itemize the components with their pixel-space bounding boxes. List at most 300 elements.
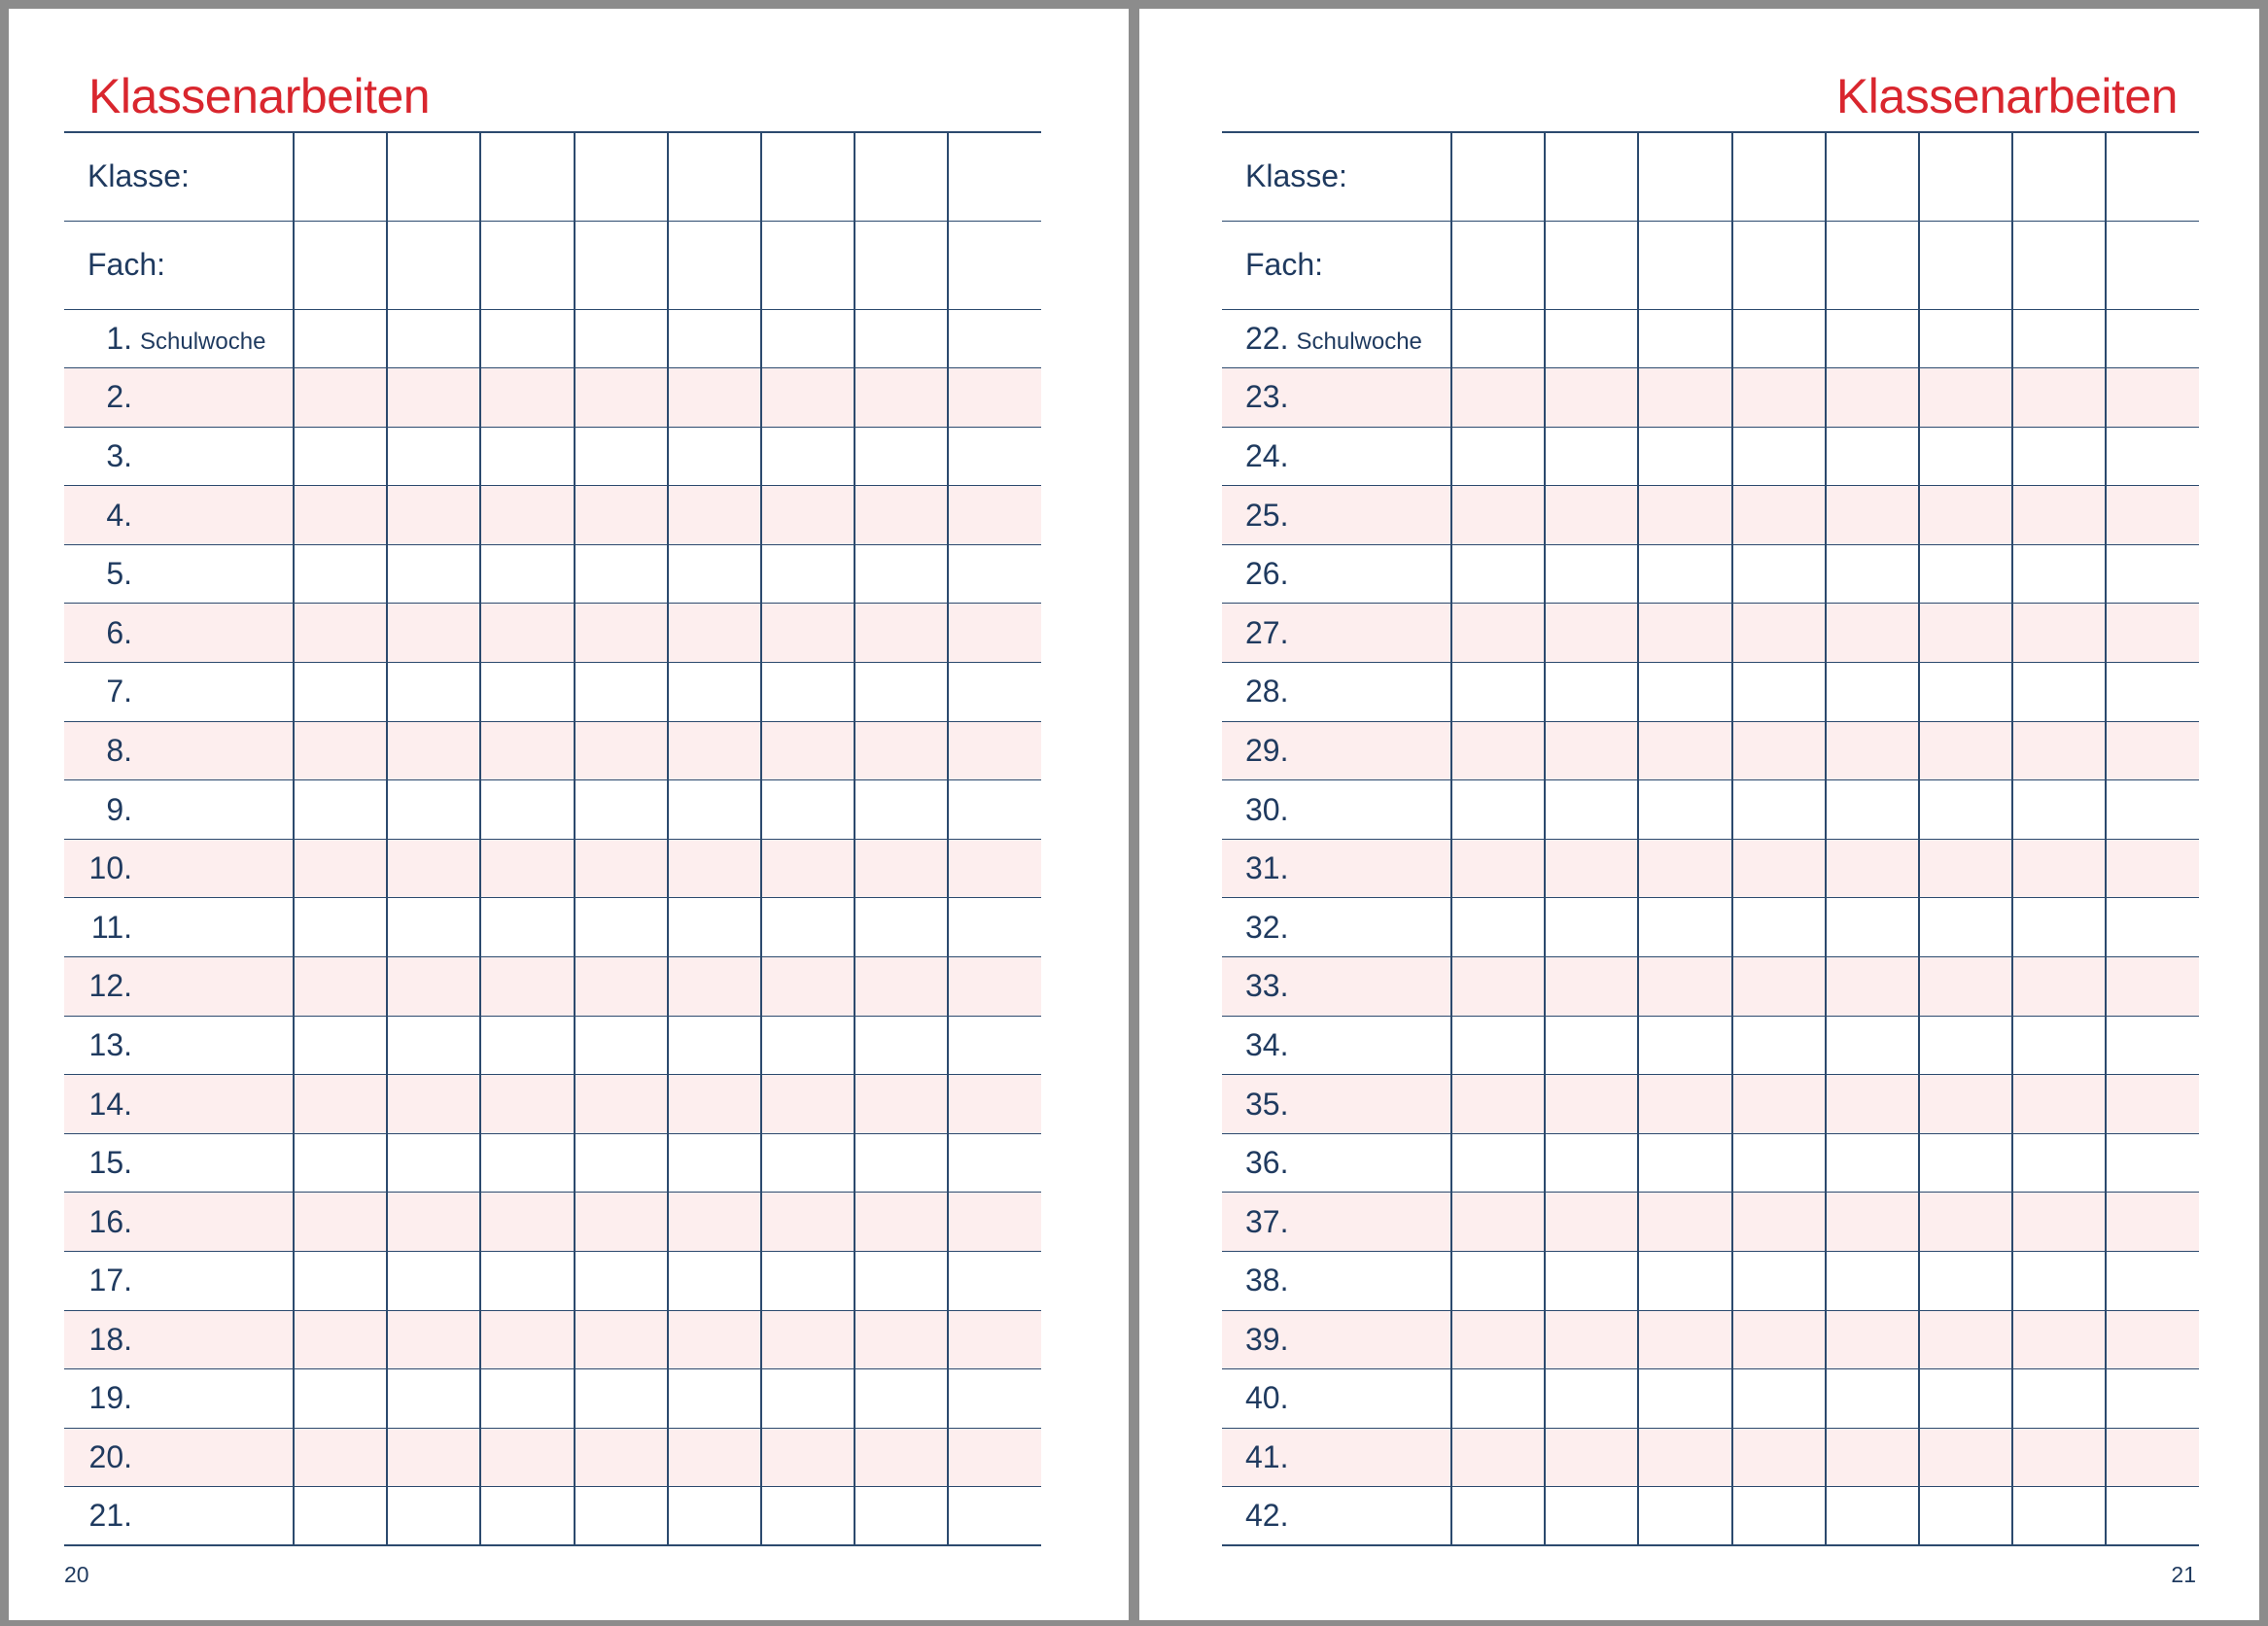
week-entry-cell[interactable]	[480, 486, 574, 545]
week-entry-cell[interactable]	[855, 544, 948, 604]
week-entry-cell[interactable]	[668, 309, 761, 368]
week-entry-cell[interactable]	[2106, 780, 2199, 840]
week-entry-cell[interactable]	[1919, 721, 2012, 780]
week-entry-cell[interactable]	[1826, 1487, 1919, 1546]
fach-entry-cell[interactable]	[1545, 221, 1638, 309]
week-entry-cell[interactable]	[1451, 839, 1545, 898]
week-entry-cell[interactable]	[1732, 368, 1826, 428]
week-entry-cell[interactable]	[1919, 1369, 2012, 1429]
week-entry-cell[interactable]	[761, 898, 855, 957]
fach-entry-cell[interactable]	[761, 221, 855, 309]
week-entry-cell[interactable]	[1545, 427, 1638, 486]
week-entry-cell[interactable]	[948, 898, 1041, 957]
week-entry-cell[interactable]	[1826, 1428, 1919, 1487]
week-entry-cell[interactable]	[1826, 780, 1919, 840]
week-entry-cell[interactable]	[2106, 1487, 2199, 1546]
week-entry-cell[interactable]	[1919, 1193, 2012, 1252]
klasse-entry-cell[interactable]	[480, 132, 574, 221]
week-entry-cell[interactable]	[387, 957, 480, 1017]
week-entry-cell[interactable]	[1826, 368, 1919, 428]
week-entry-cell[interactable]	[1732, 1075, 1826, 1134]
week-entry-cell[interactable]	[1826, 309, 1919, 368]
week-entry-cell[interactable]	[2106, 663, 2199, 722]
week-entry-cell[interactable]	[1545, 957, 1638, 1017]
week-entry-cell[interactable]	[855, 1016, 948, 1075]
week-entry-cell[interactable]	[480, 1252, 574, 1311]
fach-entry-cell[interactable]	[575, 221, 668, 309]
week-entry-cell[interactable]	[1732, 1487, 1826, 1546]
week-entry-cell[interactable]	[2012, 663, 2106, 722]
week-entry-cell[interactable]	[668, 1252, 761, 1311]
week-entry-cell[interactable]	[1732, 1193, 1826, 1252]
week-entry-cell[interactable]	[1545, 486, 1638, 545]
week-entry-cell[interactable]	[1451, 427, 1545, 486]
week-entry-cell[interactable]	[855, 309, 948, 368]
klasse-entry-cell[interactable]	[1545, 132, 1638, 221]
week-entry-cell[interactable]	[294, 1193, 387, 1252]
fach-entry-cell[interactable]	[1638, 221, 1731, 309]
week-entry-cell[interactable]	[1732, 1428, 1826, 1487]
week-entry-cell[interactable]	[1545, 898, 1638, 957]
week-entry-cell[interactable]	[294, 486, 387, 545]
week-entry-cell[interactable]	[294, 663, 387, 722]
week-entry-cell[interactable]	[1545, 780, 1638, 840]
week-entry-cell[interactable]	[1826, 721, 1919, 780]
week-entry-cell[interactable]	[948, 368, 1041, 428]
week-entry-cell[interactable]	[575, 604, 668, 663]
week-entry-cell[interactable]	[2012, 898, 2106, 957]
week-entry-cell[interactable]	[480, 1487, 574, 1546]
week-entry-cell[interactable]	[294, 1252, 387, 1311]
week-entry-cell[interactable]	[948, 1428, 1041, 1487]
week-entry-cell[interactable]	[1826, 1193, 1919, 1252]
week-entry-cell[interactable]	[2012, 1310, 2106, 1369]
week-entry-cell[interactable]	[948, 721, 1041, 780]
week-entry-cell[interactable]	[1451, 1369, 1545, 1429]
week-entry-cell[interactable]	[948, 604, 1041, 663]
week-entry-cell[interactable]	[1451, 544, 1545, 604]
week-entry-cell[interactable]	[1732, 309, 1826, 368]
week-entry-cell[interactable]	[948, 839, 1041, 898]
week-entry-cell[interactable]	[2106, 604, 2199, 663]
week-entry-cell[interactable]	[480, 839, 574, 898]
week-entry-cell[interactable]	[2012, 1369, 2106, 1429]
week-entry-cell[interactable]	[761, 1193, 855, 1252]
week-entry-cell[interactable]	[1545, 1369, 1638, 1429]
week-entry-cell[interactable]	[575, 1310, 668, 1369]
week-entry-cell[interactable]	[761, 486, 855, 545]
week-entry-cell[interactable]	[1451, 1252, 1545, 1311]
week-entry-cell[interactable]	[575, 663, 668, 722]
week-entry-cell[interactable]	[948, 1252, 1041, 1311]
week-entry-cell[interactable]	[1919, 427, 2012, 486]
klasse-entry-cell[interactable]	[1919, 132, 2012, 221]
week-entry-cell[interactable]	[1826, 957, 1919, 1017]
week-entry-cell[interactable]	[1451, 1075, 1545, 1134]
week-entry-cell[interactable]	[1451, 368, 1545, 428]
klasse-entry-cell[interactable]	[2106, 132, 2199, 221]
week-entry-cell[interactable]	[294, 368, 387, 428]
week-entry-cell[interactable]	[1451, 486, 1545, 545]
fach-entry-cell[interactable]	[668, 221, 761, 309]
week-entry-cell[interactable]	[1638, 839, 1731, 898]
week-entry-cell[interactable]	[855, 1075, 948, 1134]
week-entry-cell[interactable]	[575, 1428, 668, 1487]
week-entry-cell[interactable]	[1919, 1016, 2012, 1075]
week-entry-cell[interactable]	[387, 309, 480, 368]
week-entry-cell[interactable]	[855, 1428, 948, 1487]
week-entry-cell[interactable]	[1451, 780, 1545, 840]
week-entry-cell[interactable]	[294, 427, 387, 486]
week-entry-cell[interactable]	[480, 1310, 574, 1369]
week-entry-cell[interactable]	[1732, 1016, 1826, 1075]
week-entry-cell[interactable]	[2106, 309, 2199, 368]
week-entry-cell[interactable]	[668, 604, 761, 663]
week-entry-cell[interactable]	[2012, 721, 2106, 780]
week-entry-cell[interactable]	[1638, 1016, 1731, 1075]
week-entry-cell[interactable]	[1919, 604, 2012, 663]
week-entry-cell[interactable]	[1638, 1133, 1731, 1193]
week-entry-cell[interactable]	[387, 898, 480, 957]
week-entry-cell[interactable]	[1451, 309, 1545, 368]
week-entry-cell[interactable]	[948, 1487, 1041, 1546]
week-entry-cell[interactable]	[1545, 1487, 1638, 1546]
klasse-entry-cell[interactable]	[294, 132, 387, 221]
week-entry-cell[interactable]	[1638, 427, 1731, 486]
week-entry-cell[interactable]	[2106, 1016, 2199, 1075]
week-entry-cell[interactable]	[1826, 604, 1919, 663]
week-entry-cell[interactable]	[1732, 780, 1826, 840]
week-entry-cell[interactable]	[575, 898, 668, 957]
week-entry-cell[interactable]	[575, 839, 668, 898]
week-entry-cell[interactable]	[855, 1133, 948, 1193]
week-entry-cell[interactable]	[480, 604, 574, 663]
week-entry-cell[interactable]	[294, 721, 387, 780]
week-entry-cell[interactable]	[1826, 1252, 1919, 1311]
week-entry-cell[interactable]	[1826, 839, 1919, 898]
week-entry-cell[interactable]	[387, 486, 480, 545]
week-entry-cell[interactable]	[480, 1075, 574, 1134]
week-entry-cell[interactable]	[1638, 721, 1731, 780]
week-entry-cell[interactable]	[1826, 486, 1919, 545]
week-entry-cell[interactable]	[1451, 898, 1545, 957]
week-entry-cell[interactable]	[761, 839, 855, 898]
week-entry-cell[interactable]	[480, 368, 574, 428]
week-entry-cell[interactable]	[294, 1133, 387, 1193]
week-entry-cell[interactable]	[855, 1252, 948, 1311]
week-entry-cell[interactable]	[387, 427, 480, 486]
week-entry-cell[interactable]	[761, 957, 855, 1017]
week-entry-cell[interactable]	[1732, 1310, 1826, 1369]
week-entry-cell[interactable]	[761, 1075, 855, 1134]
week-entry-cell[interactable]	[575, 544, 668, 604]
week-entry-cell[interactable]	[1919, 839, 2012, 898]
week-entry-cell[interactable]	[668, 1016, 761, 1075]
week-entry-cell[interactable]	[948, 780, 1041, 840]
week-entry-cell[interactable]	[855, 486, 948, 545]
week-entry-cell[interactable]	[668, 780, 761, 840]
week-entry-cell[interactable]	[2106, 486, 2199, 545]
week-entry-cell[interactable]	[668, 427, 761, 486]
week-entry-cell[interactable]	[2012, 1133, 2106, 1193]
week-entry-cell[interactable]	[1638, 1310, 1731, 1369]
week-entry-cell[interactable]	[2106, 1428, 2199, 1487]
week-entry-cell[interactable]	[1919, 368, 2012, 428]
week-entry-cell[interactable]	[948, 1133, 1041, 1193]
week-entry-cell[interactable]	[1545, 663, 1638, 722]
week-entry-cell[interactable]	[1919, 1252, 2012, 1311]
week-entry-cell[interactable]	[855, 1369, 948, 1429]
klasse-entry-cell[interactable]	[1732, 132, 1826, 221]
week-entry-cell[interactable]	[2012, 1428, 2106, 1487]
week-entry-cell[interactable]	[294, 1016, 387, 1075]
week-entry-cell[interactable]	[1638, 898, 1731, 957]
week-entry-cell[interactable]	[1638, 544, 1731, 604]
week-entry-cell[interactable]	[761, 1369, 855, 1429]
week-entry-cell[interactable]	[575, 721, 668, 780]
week-entry-cell[interactable]	[855, 839, 948, 898]
week-entry-cell[interactable]	[668, 721, 761, 780]
week-entry-cell[interactable]	[1732, 544, 1826, 604]
week-entry-cell[interactable]	[480, 780, 574, 840]
week-entry-cell[interactable]	[480, 898, 574, 957]
week-entry-cell[interactable]	[387, 1428, 480, 1487]
week-entry-cell[interactable]	[2012, 839, 2106, 898]
week-entry-cell[interactable]	[1732, 604, 1826, 663]
week-entry-cell[interactable]	[2106, 839, 2199, 898]
week-entry-cell[interactable]	[855, 721, 948, 780]
week-entry-cell[interactable]	[1638, 1369, 1731, 1429]
week-entry-cell[interactable]	[668, 1075, 761, 1134]
fach-entry-cell[interactable]	[1451, 221, 1545, 309]
week-entry-cell[interactable]	[1451, 1310, 1545, 1369]
week-entry-cell[interactable]	[1545, 1310, 1638, 1369]
week-entry-cell[interactable]	[1826, 1075, 1919, 1134]
week-entry-cell[interactable]	[855, 898, 948, 957]
week-entry-cell[interactable]	[387, 1193, 480, 1252]
week-entry-cell[interactable]	[2012, 368, 2106, 428]
week-entry-cell[interactable]	[855, 1487, 948, 1546]
week-entry-cell[interactable]	[575, 1016, 668, 1075]
week-entry-cell[interactable]	[761, 780, 855, 840]
week-entry-cell[interactable]	[387, 663, 480, 722]
week-entry-cell[interactable]	[668, 1310, 761, 1369]
week-entry-cell[interactable]	[1545, 604, 1638, 663]
week-entry-cell[interactable]	[387, 604, 480, 663]
klasse-entry-cell[interactable]	[855, 132, 948, 221]
week-entry-cell[interactable]	[948, 309, 1041, 368]
week-entry-cell[interactable]	[480, 721, 574, 780]
week-entry-cell[interactable]	[294, 1369, 387, 1429]
week-entry-cell[interactable]	[948, 957, 1041, 1017]
week-entry-cell[interactable]	[480, 1133, 574, 1193]
week-entry-cell[interactable]	[1638, 1487, 1731, 1546]
week-entry-cell[interactable]	[1451, 1016, 1545, 1075]
week-entry-cell[interactable]	[575, 427, 668, 486]
klasse-entry-cell[interactable]	[1638, 132, 1731, 221]
week-entry-cell[interactable]	[1638, 957, 1731, 1017]
week-entry-cell[interactable]	[2106, 1310, 2199, 1369]
week-entry-cell[interactable]	[1919, 544, 2012, 604]
week-entry-cell[interactable]	[668, 898, 761, 957]
week-entry-cell[interactable]	[2012, 1252, 2106, 1311]
week-entry-cell[interactable]	[2012, 309, 2106, 368]
week-entry-cell[interactable]	[480, 1428, 574, 1487]
week-entry-cell[interactable]	[575, 1075, 668, 1134]
week-entry-cell[interactable]	[1451, 1487, 1545, 1546]
week-entry-cell[interactable]	[1919, 1133, 2012, 1193]
week-entry-cell[interactable]	[948, 486, 1041, 545]
week-entry-cell[interactable]	[1545, 1016, 1638, 1075]
week-entry-cell[interactable]	[1732, 957, 1826, 1017]
week-entry-cell[interactable]	[2106, 1075, 2199, 1134]
fach-entry-cell[interactable]	[387, 221, 480, 309]
week-entry-cell[interactable]	[855, 604, 948, 663]
week-entry-cell[interactable]	[294, 957, 387, 1017]
week-entry-cell[interactable]	[855, 663, 948, 722]
week-entry-cell[interactable]	[761, 1252, 855, 1311]
week-entry-cell[interactable]	[575, 309, 668, 368]
week-entry-cell[interactable]	[1545, 839, 1638, 898]
week-entry-cell[interactable]	[761, 663, 855, 722]
week-entry-cell[interactable]	[1732, 721, 1826, 780]
week-entry-cell[interactable]	[1638, 486, 1731, 545]
week-entry-cell[interactable]	[668, 1369, 761, 1429]
fach-entry-cell[interactable]	[948, 221, 1041, 309]
week-entry-cell[interactable]	[387, 1487, 480, 1546]
week-entry-cell[interactable]	[575, 1369, 668, 1429]
week-entry-cell[interactable]	[1732, 427, 1826, 486]
week-entry-cell[interactable]	[575, 957, 668, 1017]
week-entry-cell[interactable]	[387, 1369, 480, 1429]
week-entry-cell[interactable]	[1919, 957, 2012, 1017]
week-entry-cell[interactable]	[1545, 1193, 1638, 1252]
week-entry-cell[interactable]	[948, 1075, 1041, 1134]
week-entry-cell[interactable]	[761, 1310, 855, 1369]
week-entry-cell[interactable]	[761, 1133, 855, 1193]
week-entry-cell[interactable]	[855, 368, 948, 428]
week-entry-cell[interactable]	[761, 368, 855, 428]
week-entry-cell[interactable]	[480, 957, 574, 1017]
week-entry-cell[interactable]	[668, 486, 761, 545]
week-entry-cell[interactable]	[1919, 1428, 2012, 1487]
week-entry-cell[interactable]	[668, 1487, 761, 1546]
week-entry-cell[interactable]	[1545, 1428, 1638, 1487]
week-entry-cell[interactable]	[948, 1310, 1041, 1369]
week-entry-cell[interactable]	[1826, 1369, 1919, 1429]
week-entry-cell[interactable]	[1826, 663, 1919, 722]
week-entry-cell[interactable]	[1545, 1075, 1638, 1134]
week-entry-cell[interactable]	[1451, 721, 1545, 780]
week-entry-cell[interactable]	[948, 427, 1041, 486]
week-entry-cell[interactable]	[1732, 486, 1826, 545]
week-entry-cell[interactable]	[1451, 1428, 1545, 1487]
week-entry-cell[interactable]	[575, 1133, 668, 1193]
week-entry-cell[interactable]	[387, 721, 480, 780]
week-entry-cell[interactable]	[2106, 368, 2199, 428]
week-entry-cell[interactable]	[1732, 1252, 1826, 1311]
week-entry-cell[interactable]	[575, 486, 668, 545]
week-entry-cell[interactable]	[948, 663, 1041, 722]
week-entry-cell[interactable]	[855, 1310, 948, 1369]
week-entry-cell[interactable]	[1545, 544, 1638, 604]
week-entry-cell[interactable]	[294, 604, 387, 663]
week-entry-cell[interactable]	[1732, 839, 1826, 898]
week-entry-cell[interactable]	[761, 1487, 855, 1546]
week-entry-cell[interactable]	[1638, 1252, 1731, 1311]
week-entry-cell[interactable]	[1638, 663, 1731, 722]
week-entry-cell[interactable]	[1451, 957, 1545, 1017]
week-entry-cell[interactable]	[2106, 898, 2199, 957]
week-entry-cell[interactable]	[668, 663, 761, 722]
week-entry-cell[interactable]	[294, 839, 387, 898]
week-entry-cell[interactable]	[294, 309, 387, 368]
week-entry-cell[interactable]	[2106, 721, 2199, 780]
week-entry-cell[interactable]	[761, 544, 855, 604]
week-entry-cell[interactable]	[855, 780, 948, 840]
week-entry-cell[interactable]	[855, 427, 948, 486]
week-entry-cell[interactable]	[2012, 1193, 2106, 1252]
week-entry-cell[interactable]	[1919, 663, 2012, 722]
week-entry-cell[interactable]	[1919, 1075, 2012, 1134]
week-entry-cell[interactable]	[1545, 309, 1638, 368]
week-entry-cell[interactable]	[2012, 1075, 2106, 1134]
week-entry-cell[interactable]	[2106, 1252, 2199, 1311]
klasse-entry-cell[interactable]	[948, 132, 1041, 221]
klasse-entry-cell[interactable]	[2012, 132, 2106, 221]
week-entry-cell[interactable]	[761, 1428, 855, 1487]
week-entry-cell[interactable]	[2012, 1016, 2106, 1075]
week-entry-cell[interactable]	[387, 780, 480, 840]
week-entry-cell[interactable]	[387, 1252, 480, 1311]
week-entry-cell[interactable]	[2106, 1133, 2199, 1193]
week-entry-cell[interactable]	[480, 1369, 574, 1429]
week-entry-cell[interactable]	[1545, 1133, 1638, 1193]
week-entry-cell[interactable]	[575, 1487, 668, 1546]
week-entry-cell[interactable]	[1638, 780, 1731, 840]
week-entry-cell[interactable]	[1826, 1310, 1919, 1369]
fach-entry-cell[interactable]	[1919, 221, 2012, 309]
week-entry-cell[interactable]	[1638, 368, 1731, 428]
week-entry-cell[interactable]	[480, 427, 574, 486]
week-entry-cell[interactable]	[1919, 1487, 2012, 1546]
week-entry-cell[interactable]	[294, 1310, 387, 1369]
week-entry-cell[interactable]	[2106, 957, 2199, 1017]
week-entry-cell[interactable]	[1826, 427, 1919, 486]
week-entry-cell[interactable]	[1545, 368, 1638, 428]
week-entry-cell[interactable]	[480, 1193, 574, 1252]
week-entry-cell[interactable]	[1919, 486, 2012, 545]
week-entry-cell[interactable]	[387, 839, 480, 898]
week-entry-cell[interactable]	[2012, 957, 2106, 1017]
week-entry-cell[interactable]	[1826, 544, 1919, 604]
week-entry-cell[interactable]	[2106, 544, 2199, 604]
week-entry-cell[interactable]	[761, 604, 855, 663]
week-entry-cell[interactable]	[1638, 1075, 1731, 1134]
week-entry-cell[interactable]	[1826, 1133, 1919, 1193]
week-entry-cell[interactable]	[1732, 1369, 1826, 1429]
week-entry-cell[interactable]	[387, 1133, 480, 1193]
week-entry-cell[interactable]	[1638, 309, 1731, 368]
week-entry-cell[interactable]	[294, 1075, 387, 1134]
klasse-entry-cell[interactable]	[761, 132, 855, 221]
week-entry-cell[interactable]	[2012, 427, 2106, 486]
week-entry-cell[interactable]	[2012, 604, 2106, 663]
klasse-entry-cell[interactable]	[668, 132, 761, 221]
week-entry-cell[interactable]	[668, 1193, 761, 1252]
week-entry-cell[interactable]	[2106, 427, 2199, 486]
week-entry-cell[interactable]	[2012, 1487, 2106, 1546]
